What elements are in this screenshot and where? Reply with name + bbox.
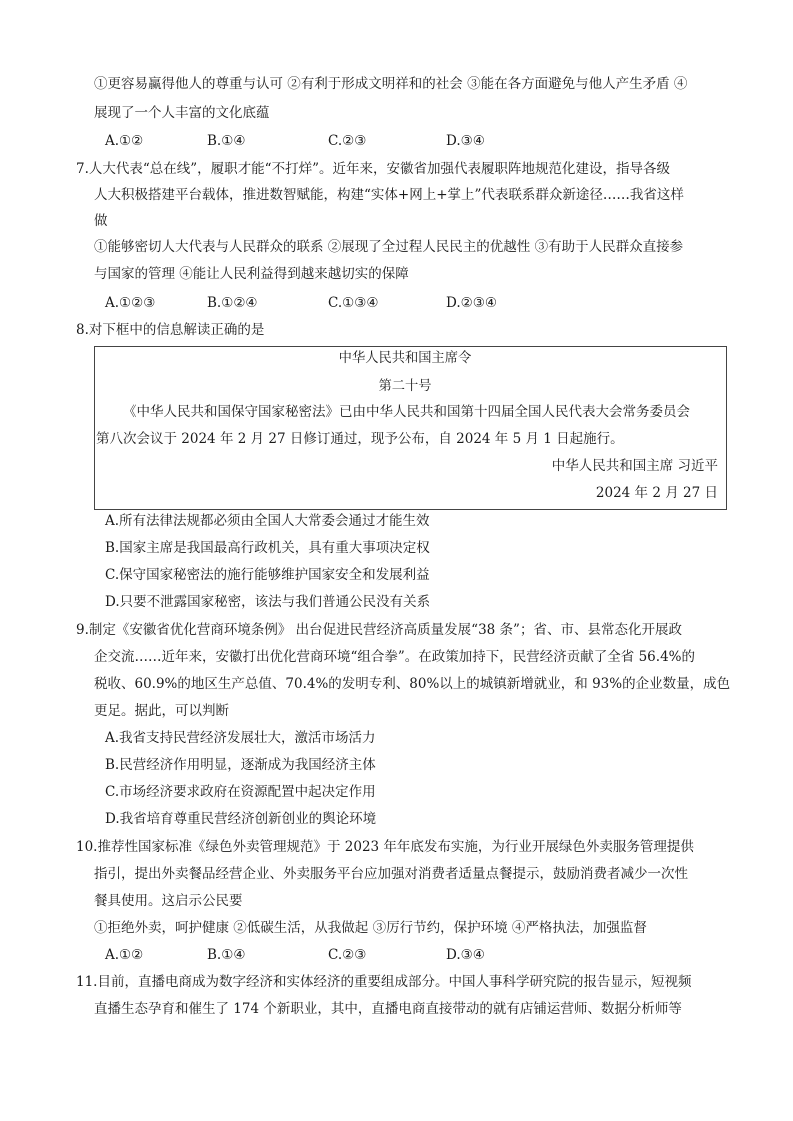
q10-stem-line-3: 餐具使用。这启示公民要	[94, 893, 243, 909]
q11-stem-line-1: 11.目前，直播电商成为数字经济和实体经济的重要组成部分。中国人事科学研究院的报告显示，短视频	[76, 974, 692, 990]
decree-body-line-1: 《中华人民共和国保守国家秘密法》已由中华人民共和国第十四届全国人民代表大会常务委员会	[123, 404, 690, 420]
q7-stem-line-1: 7.人大代表“总在线”，履职才能“不打烊”。近年来，安徽省加强代表履职阵地规范化建设，指导各级	[76, 161, 670, 177]
q6-statement-line-1: ①更容易赢得他人的尊重与认可 ②有利于形成文明祥和的社会 ③能在各方面避免与他人产生矛盾 ④	[94, 76, 688, 92]
q8-stem: 8.对下框中的信息解读正确的是	[76, 322, 265, 338]
q10-stem-line-1: 10.推荐性国家标准《绿色外卖管理规范》于 2023 年年底发布实施，为行业开展绿色外卖服务管理提供	[76, 839, 694, 855]
q10-option-a: A.①②	[105, 947, 144, 963]
q8-option-b: B.国家主席是我国最高行政机关，具有重大事项决定权	[105, 540, 430, 556]
q7-stem-line-3: 做	[94, 213, 108, 229]
decree-signer: 中华人民共和国主席 习近平	[551, 458, 718, 474]
q8-option-a: A.所有法律法规都必须由全国人大常委会通过才能生效	[105, 513, 430, 529]
q6-option-a: A.①②	[105, 133, 144, 149]
q8-option-c: C.保守国家秘密法的施行能够维护国家安全和发展利益	[105, 567, 430, 583]
decree-number: 第二十号	[378, 378, 432, 394]
q9-stem-line-3: 税收、60.9%的地区生产总值、70.4%的发明专利、80%以上的城镇新增就业，和 93%的企业数量，成色	[94, 676, 731, 692]
q7-option-b: B.①②④	[207, 295, 258, 311]
q8-option-d: D.只要不泄露国家秘密，该法与我们普通公民没有关系	[105, 594, 431, 610]
q10-option-b: B.①④	[207, 947, 246, 963]
decree-body-line-2: 第八次会议于 2024 年 2 月 27 日修订通过，现予公布，自 2024 年 5 月 1 日起施行。	[96, 431, 624, 447]
q10-option-c: C.②③	[328, 947, 367, 963]
q7-statement-line-2: 与国家的管理 ④能让人民利益得到越来越切实的保障	[94, 266, 409, 282]
q7-statement-line-1: ①能够密切人大代表与人民群众的联系 ②展现了全过程人民民主的优越性 ③有助于人民群众直接参	[94, 239, 684, 255]
q6-option-c: C.②③	[328, 133, 367, 149]
q10-statement-line-1: ①拒绝外卖，呵护健康 ②低碳生活，从我做起 ③厉行节约，保护环境 ④严格执法，加强监督	[94, 920, 647, 936]
q9-option-c: C.市场经济要求政府在资源配置中起决定作用	[105, 784, 376, 800]
q7-stem-line-2: 人大积极搭建平台载体，推进数智赋能，构建“实体+网上+掌上”代表联系群众新途径……我省这样	[94, 187, 684, 203]
q7-option-d: D.②③④	[446, 295, 497, 311]
q9-option-a: A.我省支持民营经济发展壮大，激活市场活力	[105, 730, 376, 746]
q6-statement-line-2: 展现了一个人丰富的文化底蕴	[94, 105, 270, 121]
q11-stem-line-2: 直播生态孕育和催生了 174 个新职业，其中，直播电商直接带动的就有店铺运营师、数据分析师等	[94, 1001, 682, 1017]
q9-stem-line-4: 更足。据此，可以判断	[94, 703, 229, 719]
q10-stem-line-2: 指引，提出外卖餐品经营企业、外卖服务平台应加强对消费者适量点餐提示，鼓励消费者减少一次性	[94, 866, 688, 882]
q10-option-d: D.③④	[446, 947, 485, 963]
q7-option-a: A.①②③	[105, 295, 156, 311]
decree-title: 中华人民共和国主席令	[338, 350, 472, 366]
q9-option-d: D.我省培育尊重民营经济创新创业的舆论环境	[105, 811, 377, 827]
q6-option-b: B.①④	[207, 133, 246, 149]
q9-stem-line-1: 9.制定《安徽省优化营商环境条例》 出台促进民营经济高质量发展“38 条”；省、市、县常态化开展政	[76, 622, 682, 638]
q8-decree-box	[94, 346, 727, 510]
q9-option-b: B.民营经济作用明显，逐渐成为我国经济主体	[105, 757, 376, 773]
q6-option-d: D.③④	[446, 133, 485, 149]
q9-stem-line-2: 企交流……近年来，安徽打出优化营商环境“组合拳”。在政策加持下，民营经济贡献了全省 56.4%的	[94, 649, 695, 665]
q7-option-c: C.①③④	[328, 295, 379, 311]
decree-date: 2024 年 2 月 27 日	[595, 485, 718, 501]
